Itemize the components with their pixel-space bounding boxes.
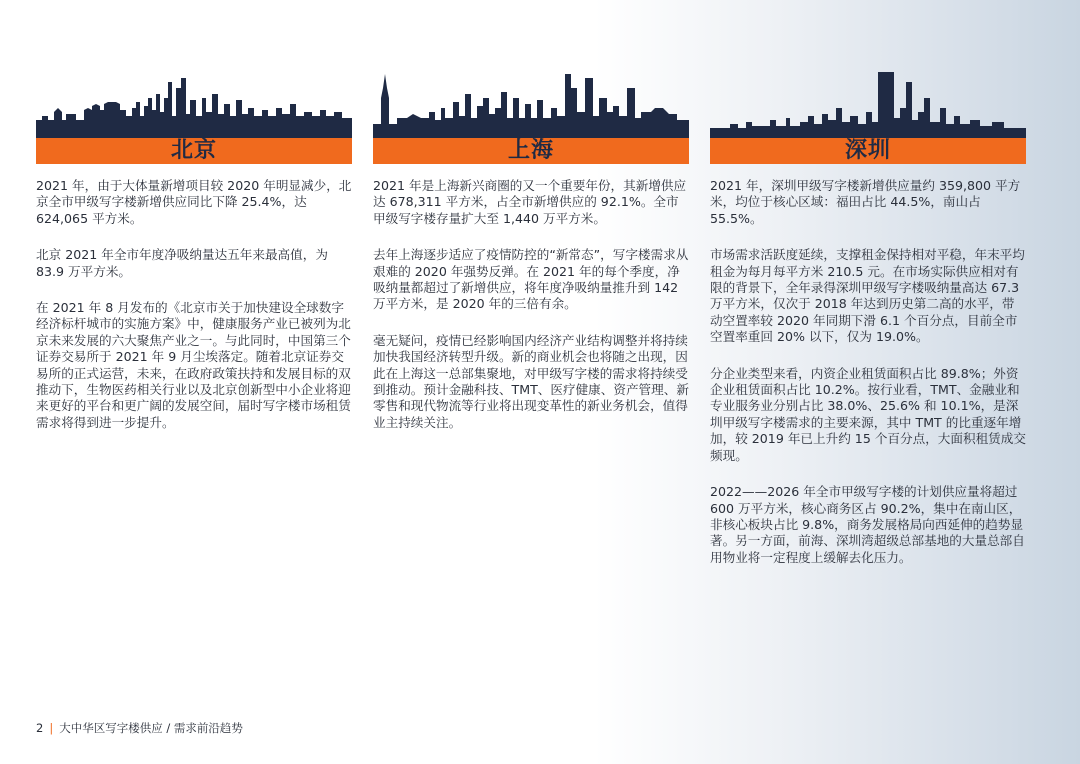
shenzhen-skyline-illustration	[710, 68, 1026, 138]
city-banner-shanghai: 上海	[373, 138, 689, 164]
paragraph: 去年上海逐步适应了疫情防控的“新常态”，写字楼需求从艰难的 2020 年强势反弹。在 2021 年的每个季度，净吸纳量都超过了新增供应，将年度净吸纳量推升到 142 万平方米，是 2020 年的三倍有余。	[373, 247, 689, 312]
paragraph: 市场需求活跃度延续，支撑租金保持相对平稳，年末平均租金为每月每平方米 210.5 元。在市场实际供应相对有限的背景下，全年录得深圳甲级写字楼吸纳量高达 67.3 万平方米，仅次于 2018 年达到历史第二高的水平，带动空置率较 2020 年同期下滑 6.1 个百分点，目前全市空置率重回 20% 以下，仅为 19.0%。	[710, 247, 1025, 345]
paragraph: 2021 年，深圳甲级写字楼新增供应量约 359,800 平方米，均位于核心区域：福田占比 44.5%，南山占 55.5%。	[710, 178, 1021, 226]
city-banner-shenzhen: 深圳	[710, 138, 1026, 164]
shanghai-skyline-illustration	[373, 68, 689, 138]
paragraph: 北京 2021 年全市年度净吸纳量达五年来最高值，为 83.9 万平方米。	[36, 247, 328, 279]
page-number: 2	[36, 721, 44, 735]
shenzhen-text-block	[710, 178, 1026, 586]
paragraph: 2022——2026 年全市甲级写字楼的计划供应量将超过 600 万平方米，核心商务区占 90.2%，集中在南山区，非核心板块占比 9.8%，商务发展格局向西延伸的趋势显著。另一方面，前海、深圳湾超级总部基地的大量总部自用物业将一定程度上缓解去化压力。	[710, 484, 1025, 565]
paragraph: 在 2021 年 8 月发布的《北京市关于加快建设全球数字经济标杆城市的实施方案》中，健康服务产业已被列为北京未来发展的六大聚焦产业之一。与此同时，中国第三个证券交易所于 2021 年 9 月尘埃落定。随着北京证券交易所的正式运营，未来，在政府政策扶持和发展目标的双推动下，生物医药相关行业以及北京创新型中小企业将迎来更好的平台和更广阔的发展空间，届时写字楼市场租赁需求将得到进一步提升。	[36, 300, 351, 430]
paragraph: 分企业类型来看，内资企业租赁面积占比 89.8%；外资企业租赁面积占比 10.2%。按行业看，TMT、金融业和专业服务业分别占比 38.0%、25.6% 和 10.1%，是深圳甲级写字楼需求的主要来源，其中 TMT 的比重逐年增加，较 2019 年已上升约 15 个百分点，大面积租赁成交频现。	[710, 365, 1026, 463]
beijing-text-block	[36, 178, 352, 451]
shanghai-text-block	[373, 178, 689, 451]
paragraph: 毫无疑问，疫情已经影响国内经济产业结构调整并将持续加快我国经济转型升级。新的商业机会也将随之出现，因此在上海这一总部集聚地，对甲级写字楼的需求将持续受到推动。预计金融科技、TMT、医疗健康、资产管理、新零售和现代物流等行业将出现变革性的新业务机会，值得业主持续关注。	[373, 332, 689, 430]
paragraph: 2021 年是上海新兴商圈的又一个重要年份，其新增供应达 678,311 平方米，占全市新增供应的 92.1%。全市甲级写字楼存量扩大至 1,440 万平方米。	[373, 178, 687, 226]
beijing-skyline-illustration	[36, 68, 352, 138]
city-banner-beijing: 北京	[36, 138, 352, 164]
footer-divider: |	[49, 721, 54, 735]
footer-title: 大中华区写字楼供应 / 需求前沿趋势	[59, 721, 243, 735]
paragraph: 2021 年，由于大体量新增项目较 2020 年明显减少，北京全市甲级写字楼新增供应同比下降 25.4%，达 624,065 平方米。	[36, 178, 352, 226]
page-footer	[36, 720, 243, 736]
